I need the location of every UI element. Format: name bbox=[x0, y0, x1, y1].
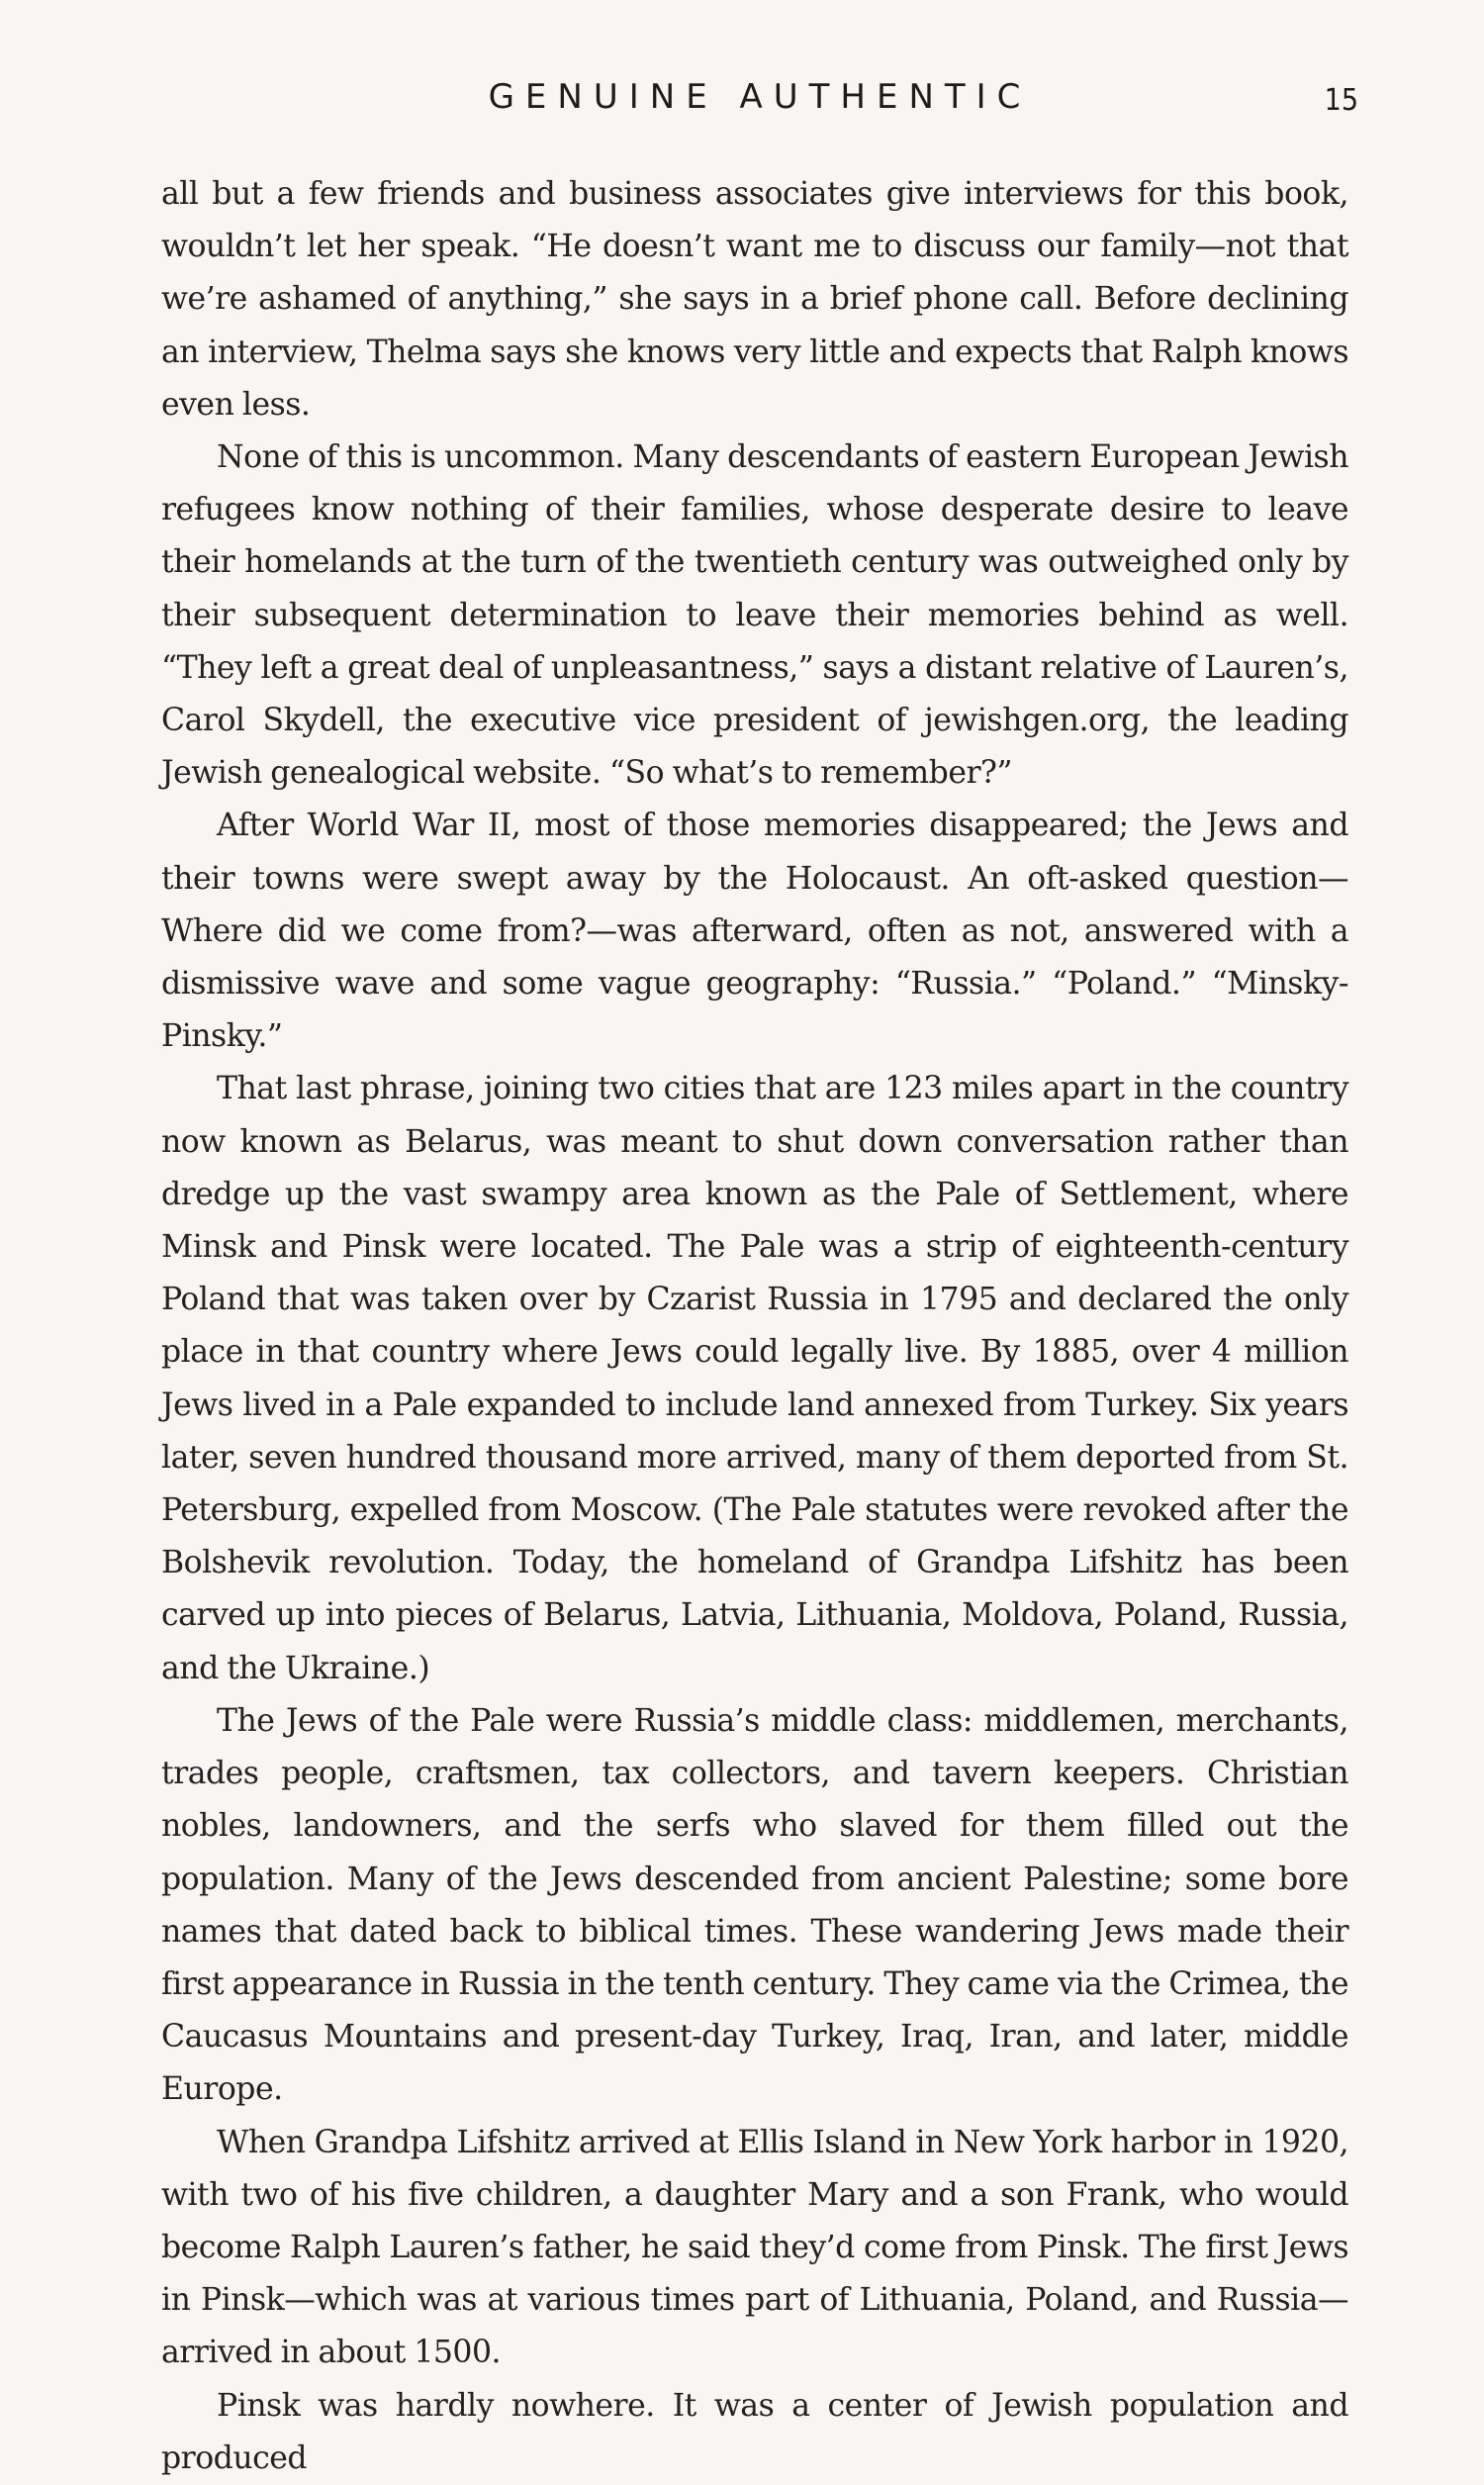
paragraph: all but a few friends and business associates give interviews for this book, wouldn’t let her speak. “He doesn’t want me to discuss our family—not that we’re ashamed of anything,” she says in a brief phone call. Before declining an interview, Thelma says she knows very little and expects that Ralph knows even less. bbox=[161, 176, 1348, 423]
text-body bbox=[161, 168, 1348, 2485]
paragraph: After World War II, most of those memories disappeared; the Jews and their towns were swept away by the Holocaust. An oft-asked question—Where did we come from?—was afterward, often as not, answered with a dismissive wave and some vague geography: “Russia.” “Poland.” “Minsky-Pinsky.” bbox=[161, 808, 1348, 1055]
page-number: 15 bbox=[1324, 83, 1358, 118]
paragraph: That last phrase, joining two cities that are 123 miles apart in the country now known as Belarus, was meant to shut down conversation rather than dredge up the vast swampy area known as the Pale of Settlement, where Minsk and Pinsk were located. The Pale was a strip of eighteenth-century Poland that was taken over by Czarist Russia in 1795 and declared the only place in that country where Jews could legally live. By 1885, over 4 million Jews lived in a Pale expanded to include land annexed from Turkey. Six years later, seven hundred thousand more arrived, many of them deported from St. Petersburg, expelled from Moscow. (The Pale statutes were revoked after the Bolshevik revolution. Today, the homeland of Grandpa Lifshitz has been carved up into pieces of Belarus, Latvia, Lithuania, Moldova, Poland, Russia, and the Ukraine.) bbox=[161, 1071, 1348, 1686]
paragraph: None of this is uncommon. Many descendants of eastern European Jewish refugees know nothing of their families, whose desperate desire to leave their homelands at the turn of the twentieth century was outweighed only by their subsequent determination to leave their memories behind as well. “They left a great deal of unpleasantness,” says a distant relative of Lauren’s, Carol Skydell, the executive vice president of jewishgen.org, the leading Jewish genealogical website. “So what’s to remember?” bbox=[161, 439, 1348, 792]
paragraph: When Grandpa Lifshitz arrived at Ellis Island in New York harbor in 1920, with two of his five children, a daughter Mary and a son Frank, who would become Ralph Lauren’s father, he said they’d come from Pinsk. The first Jews in Pinsk—which was at various times part of Lithuania, Poland, and Russia—arrived in about 1500. bbox=[161, 2124, 1348, 2371]
paragraph: Pinsk was hardly nowhere. It was a center of Jewish population and produced bbox=[161, 2387, 1348, 2476]
running-head: GENUINE AUTHENTIC bbox=[488, 77, 1032, 117]
paragraph: The Jews of the Pale were Russia’s middle class: middlemen, merchants, trades people, craftsmen, tax collectors, and tavern keepers. Christian nobles, landowners, and the serfs who slaved for them filled out the population. Many of the Jews descended from ancient Palestine; some bore names that dated back to biblical times. These wandering Jews made their first appearance in Russia in the tenth century. They came via the Crimea, the Caucasus Mountains and present-day Turkey, Iraq, Iran, and later, middle Europe. bbox=[161, 1702, 1348, 2108]
page-header bbox=[161, 77, 1358, 127]
